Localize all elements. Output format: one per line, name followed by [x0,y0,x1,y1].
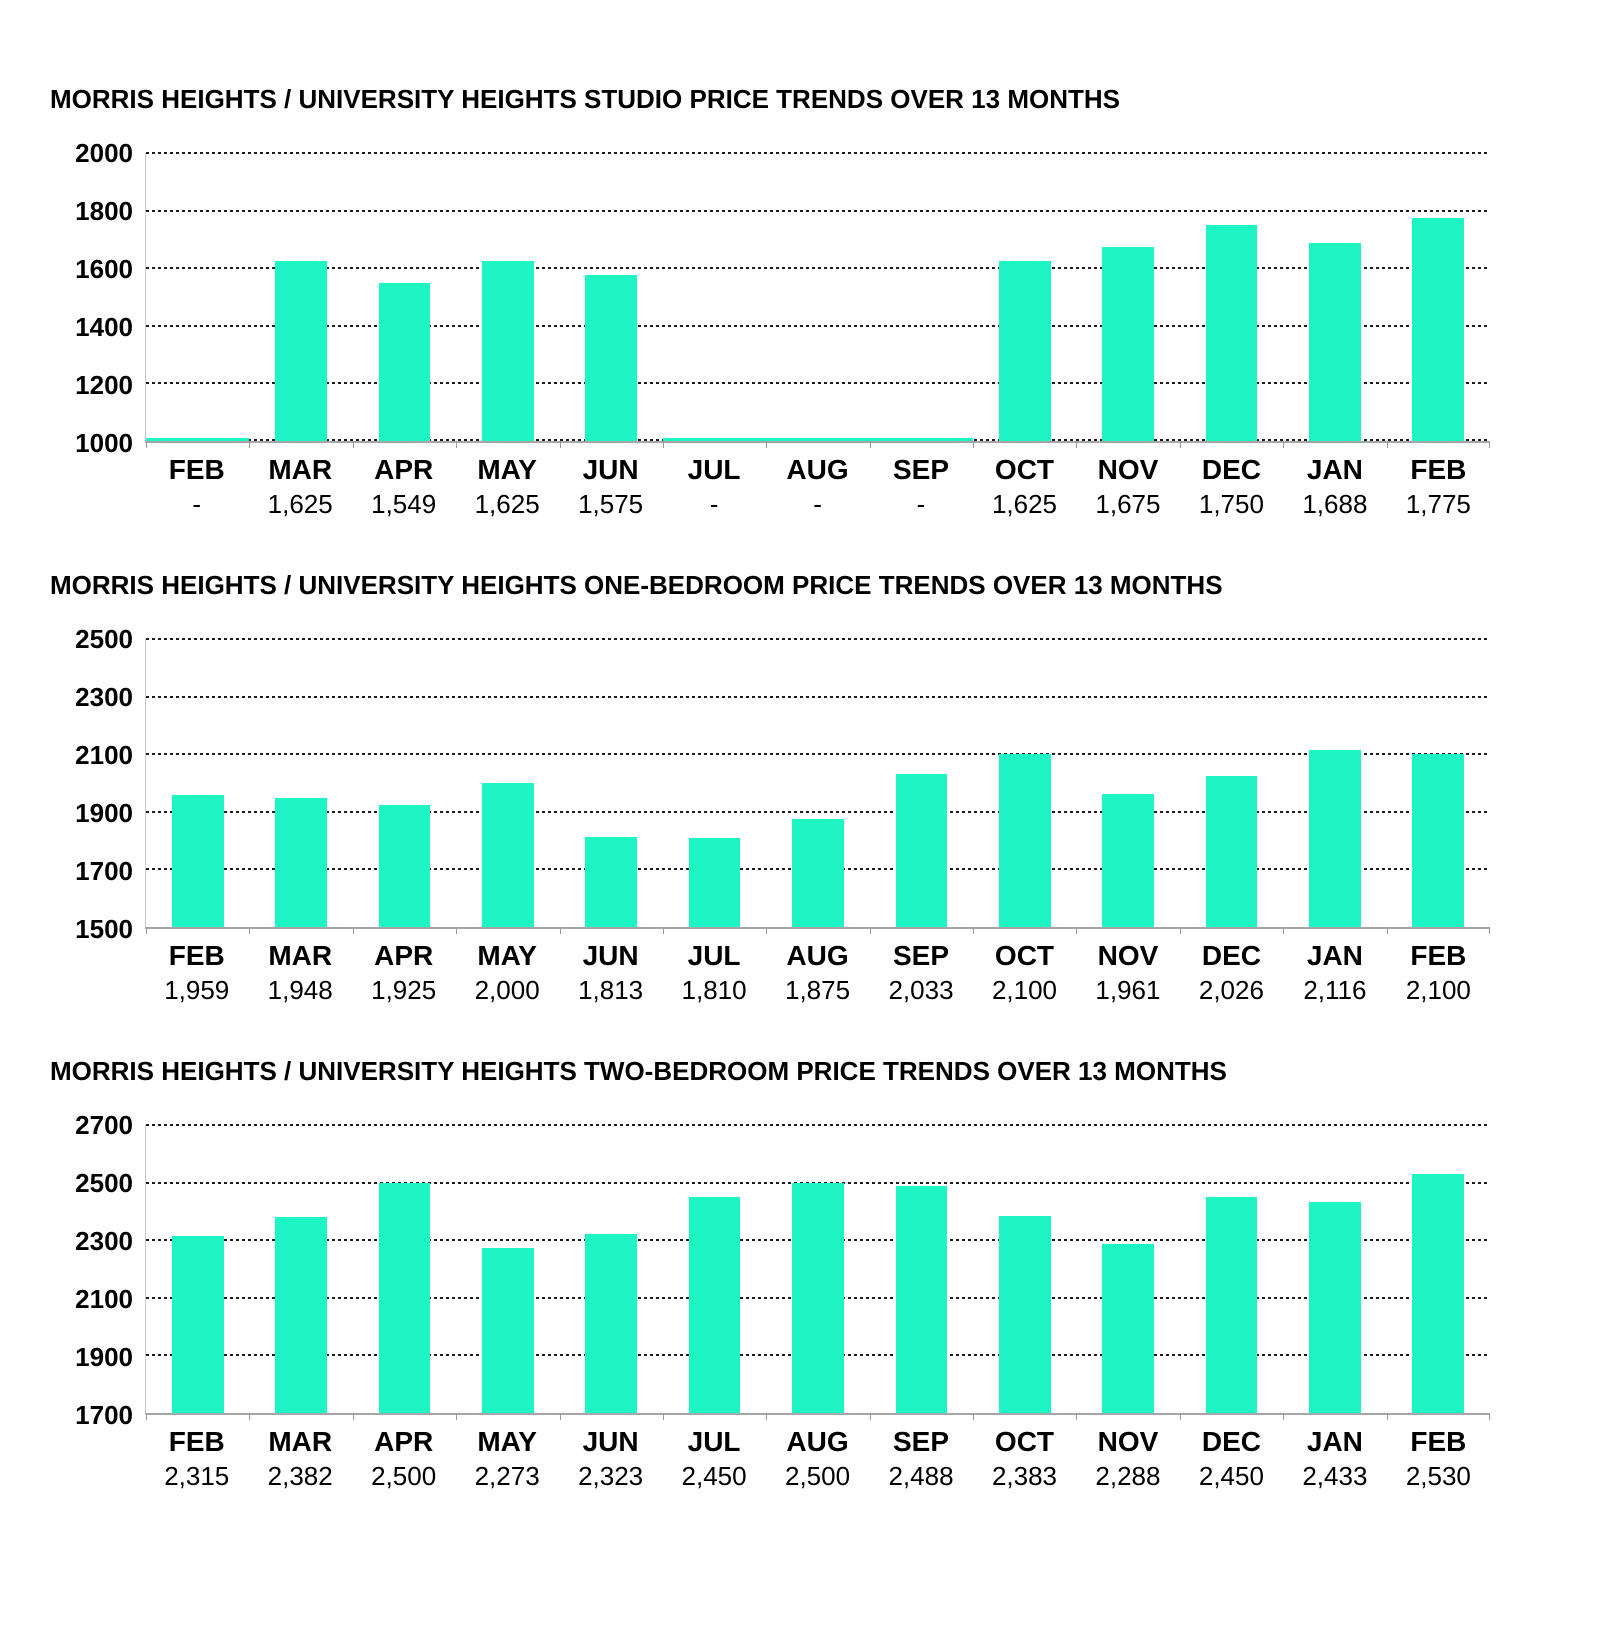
x-tick [766,441,767,448]
bar-apr [379,1183,431,1413]
x-axis-cell [455,455,558,518]
bar-nov [1102,1244,1154,1413]
x-tick [1489,927,1490,934]
value-label: 1,961 [1095,975,1161,1005]
month-label: SEP [893,454,950,485]
value-label: 2,450 [681,1461,747,1491]
value-label: 2,026 [1198,975,1264,1005]
value-label: 2,500 [371,1461,437,1491]
month-label: JUN [582,1426,639,1457]
x-tick [1180,441,1181,448]
value-label: 1,575 [578,489,644,519]
plot-area [145,639,1490,929]
x-tick [146,927,147,934]
chart-section [50,1056,1490,1490]
value-label: 2,116 [1303,975,1367,1005]
value-label: 1,688 [1302,489,1368,519]
bar-jun [585,837,637,927]
month-label: FEB [168,1426,225,1457]
value-label: 1,750 [1198,489,1264,519]
value-label: 1,875 [785,975,851,1005]
plot-area [145,153,1490,443]
x-axis-cell [248,1427,351,1490]
bar-slot [249,153,352,441]
x-tick [1076,927,1077,934]
bar-mar [275,798,327,927]
x-tick [1387,441,1388,448]
x-axis-cell [662,941,765,1004]
bar-dec [1206,776,1258,927]
bar-sep [896,774,948,928]
bar-slot [353,1125,456,1413]
value-label: - [813,489,822,519]
x-axis-cell [973,1427,1076,1490]
x-tick [456,441,457,448]
x-axis-cell [1283,455,1386,518]
bar-slot [456,639,559,927]
y-axis-label: 1700 [75,856,133,886]
bar-sep [870,438,973,441]
x-tick [249,927,250,934]
month-label: MAR [268,940,333,971]
x-tick [663,927,664,934]
bar-slot [1180,1125,1283,1413]
bar-dec [1206,225,1258,441]
value-label: 2,315 [164,1461,230,1491]
bar-sep [896,1186,948,1413]
month-label: MAR [268,1426,333,1457]
x-tick [1387,927,1388,934]
bar-nov [1102,247,1154,441]
month-label: NOV [1097,1426,1159,1457]
bar-may [482,261,534,441]
month-label: FEB [1410,940,1467,971]
value-label: - [916,489,926,519]
y-axis-label: 1800 [75,196,133,226]
x-tick [353,441,354,448]
chart-title: MORRIS HEIGHTS / UNIVERSITY HEIGHTS STUDIO PRICE TRENDS OVER 13 MONTHS [50,84,1120,114]
bar-oct [999,261,1051,441]
x-tick [973,1413,974,1420]
x-tick [1283,441,1284,448]
bar-slot [1076,639,1179,927]
bar-jul [663,438,766,441]
value-label: 2,500 [785,1461,851,1491]
month-label: SEP [893,940,950,971]
bar-slot [456,153,559,441]
x-axis-cell [662,455,765,518]
month-label: APR [374,1426,434,1457]
month-label: JUL [687,454,741,485]
x-axis-cell [455,1427,558,1490]
bar-slot [766,153,869,441]
bar-slot [146,639,249,927]
y-axis-label: 2500 [75,1168,133,1198]
month-label: FEB [168,940,225,971]
chart-body [50,1110,1490,1430]
bar-slot [870,153,973,441]
x-tick [560,927,561,934]
value-label: 2,288 [1095,1461,1161,1491]
month-label: DEC [1201,1426,1261,1457]
bar-slot [1283,153,1386,441]
bar-slot [353,153,456,441]
bar-slot [1387,1125,1490,1413]
x-tick [456,927,457,934]
month-label: APR [374,454,434,485]
value-label: 1,959 [164,975,230,1005]
x-axis-cell [559,455,662,518]
value-label: - [192,489,202,519]
y-axis-label: 1900 [75,1342,133,1372]
month-label: NOV [1097,454,1159,485]
month-label: FEB [168,454,225,485]
month-label: MAR [268,454,333,485]
x-axis-cell [1387,941,1490,1004]
x-axis [145,941,1490,1004]
x-axis-cell [145,1427,248,1490]
x-tick [1180,1413,1181,1420]
value-label: 1,675 [1095,489,1161,519]
month-label: SEP [893,1426,950,1457]
bar-slot [766,639,869,927]
x-axis-cell [559,941,662,1004]
bar-oct [999,1216,1051,1413]
value-label: 1,549 [371,489,437,519]
value-label: 1,625 [991,489,1058,519]
x-tick [353,927,354,934]
month-label: MAY [477,940,537,971]
bar-mar [275,261,327,441]
y-axis [50,624,145,944]
bar-slot [1076,153,1179,441]
x-tick [1489,441,1490,448]
x-axis-cell [766,455,869,518]
bar-aug [766,438,869,441]
y-axis [50,138,145,458]
bar-slot [870,639,973,927]
month-label: AUG [786,940,849,971]
x-tick [1076,441,1077,448]
x-tick [560,1413,561,1420]
month-label: FEB [1410,454,1467,485]
y-axis-label: 1200 [75,370,133,400]
x-axis-cell [1283,1427,1386,1490]
x-tick [973,927,974,934]
month-label: DEC [1201,940,1261,971]
month-label: AUG [786,1426,849,1457]
y-axis-label: 2300 [75,682,133,712]
x-axis-cell [1387,1427,1490,1490]
month-label: JAN [1306,454,1363,485]
x-axis-cell [766,941,869,1004]
x-tick [1387,1413,1388,1420]
month-label: JUL [687,1426,741,1457]
x-tick [456,1413,457,1420]
x-axis-cell [559,1427,662,1490]
x-axis-cell [1387,455,1490,518]
bar-jan [1309,750,1361,927]
chart-title: MORRIS HEIGHTS / UNIVERSITY HEIGHTS ONE-BEDROOM PRICE TRENDS OVER 13 MONTHS [50,570,1223,600]
x-tick [663,441,664,448]
value-label: 1,948 [267,975,333,1005]
value-label: 2,323 [578,1461,644,1491]
bar-feb [1412,218,1464,441]
bar-slot [870,1125,973,1413]
x-axis-cell [1283,941,1386,1004]
y-axis-label: 2700 [75,1110,133,1140]
value-label: 2,033 [888,975,954,1005]
x-axis-cell [352,1427,455,1490]
y-axis-label: 2000 [75,138,133,168]
value-label: 2,488 [888,1461,954,1491]
value-label: 2,450 [1198,1461,1264,1491]
x-tick [146,1413,147,1420]
x-tick [870,441,871,448]
month-label: DEC [1201,454,1261,485]
y-axis-label: 2100 [75,1284,133,1314]
x-axis-cell [248,941,351,1004]
chart-body [50,624,1490,944]
bar-apr [379,283,431,441]
bar-dec [1206,1197,1258,1413]
bar-feb [146,438,249,441]
bar-slot [1283,1125,1386,1413]
bar-slot [456,1125,559,1413]
x-axis-cell [1076,941,1179,1004]
month-label: JUN [582,454,639,485]
x-axis-cell [869,455,972,518]
value-label: 1,925 [371,975,437,1005]
x-axis-cell [869,941,972,1004]
x-axis-cell [1180,941,1283,1004]
x-tick [249,1413,250,1420]
bar-feb [172,1236,224,1413]
x-axis-cell [455,941,558,1004]
x-tick [146,441,147,448]
month-label: OCT [994,940,1055,971]
month-label: MAY [477,454,537,485]
chart-title: MORRIS HEIGHTS / UNIVERSITY HEIGHTS TWO-BEDROOM PRICE TRENDS OVER 13 MONTHS [50,1056,1227,1086]
bar-slot [560,153,663,441]
value-label: 2,530 [1405,1461,1471,1491]
x-tick [766,927,767,934]
x-tick [1283,927,1284,934]
value-label: 2,000 [474,975,540,1005]
bar-slot [1387,153,1490,441]
bar-slot [663,1125,766,1413]
x-tick [249,441,250,448]
value-label: 1,625 [474,489,540,519]
bar-feb [1412,754,1464,927]
bar-jan [1309,243,1361,441]
bar-slot [973,1125,1076,1413]
x-tick [870,927,871,934]
x-axis-cell [352,455,455,518]
month-label: NOV [1097,940,1159,971]
bar-feb [172,795,224,927]
x-tick [766,1413,767,1420]
x-tick [663,1413,664,1420]
month-label: APR [374,940,434,971]
value-label: 2,383 [991,1461,1058,1491]
month-label: AUG [786,454,849,485]
x-axis [145,1427,1490,1490]
bar-aug [792,1183,844,1413]
x-axis-cell [869,1427,972,1490]
y-axis-label: 1000 [75,428,133,458]
bar-may [482,1248,534,1413]
bar-slot [146,1125,249,1413]
month-label: FEB [1410,1426,1467,1457]
bar-slot [249,1125,352,1413]
chart-section [50,570,1490,1004]
x-axis-cell [145,941,248,1004]
bar-slot [353,639,456,927]
bar-may [482,783,534,927]
x-tick [870,1413,871,1420]
value-label: 1,813 [578,975,644,1005]
x-axis-cell [973,455,1076,518]
bar-aug [792,819,844,927]
bar-slot [249,639,352,927]
month-label: OCT [994,1426,1055,1457]
plot-area [145,1125,1490,1415]
month-label: OCT [994,454,1055,485]
bar-slot [1180,153,1283,441]
y-axis-label: 2100 [75,740,133,770]
x-axis-cell [766,1427,869,1490]
bar-slot [663,153,766,441]
y-axis-label: 1500 [75,914,133,944]
value-label: 2,433 [1302,1461,1368,1491]
month-label: JUL [687,940,741,971]
value-label: - [709,489,719,519]
bar-slot [973,639,1076,927]
x-tick [560,441,561,448]
x-tick [1283,1413,1284,1420]
bar-slot [560,639,663,927]
x-axis-cell [973,941,1076,1004]
value-label: 1,775 [1405,489,1471,519]
x-axis-cell [248,455,351,518]
value-label: 2,100 [991,975,1058,1005]
month-label: MAY [477,1426,537,1457]
bar-jul [689,1197,741,1413]
value-label: 2,100 [1405,975,1471,1005]
y-axis-label: 1700 [75,1400,133,1430]
bar-slot [1283,639,1386,927]
x-axis [145,455,1490,518]
bar-slot [1387,639,1490,927]
y-axis-label: 2500 [75,624,133,654]
chart-section [50,84,1490,518]
bar-jul [689,838,741,927]
x-tick [1076,1413,1077,1420]
value-label: 1,810 [681,975,747,1005]
x-axis-cell [1076,1427,1179,1490]
bar-oct [999,754,1051,927]
bar-slot [1076,1125,1179,1413]
value-label: 2,382 [267,1461,333,1491]
y-axis-label: 1900 [75,798,133,828]
x-axis-cell [662,1427,765,1490]
x-axis-cell [1180,455,1283,518]
bar-jun [585,275,637,441]
y-axis-label: 2300 [75,1226,133,1256]
x-tick [353,1413,354,1420]
bar-slot [1180,639,1283,927]
x-axis-cell [352,941,455,1004]
bar-jun [585,1234,637,1413]
x-axis-cell [1076,455,1179,518]
value-label: 1,625 [267,489,333,519]
y-axis-label: 1400 [75,312,133,342]
value-label: 2,273 [474,1461,540,1491]
x-axis-cell [145,455,248,518]
chart-body [50,138,1490,458]
bar-slot [663,639,766,927]
x-axis-cell [1180,1427,1283,1490]
bar-jan [1309,1202,1361,1413]
bar-apr [379,805,431,927]
bar-nov [1102,794,1154,927]
x-tick [1489,1413,1490,1420]
y-axis-label: 1600 [75,254,133,284]
x-tick [973,441,974,448]
bar-slot [766,1125,869,1413]
month-label: JAN [1306,1426,1363,1457]
bar-mar [275,1217,327,1413]
bar-slot [146,153,249,441]
y-axis [50,1110,145,1430]
month-label: JUN [582,940,639,971]
bar-slot [973,153,1076,441]
bar-slot [560,1125,663,1413]
bar-feb [1412,1174,1464,1413]
x-tick [1180,927,1181,934]
month-label: JAN [1306,940,1363,971]
